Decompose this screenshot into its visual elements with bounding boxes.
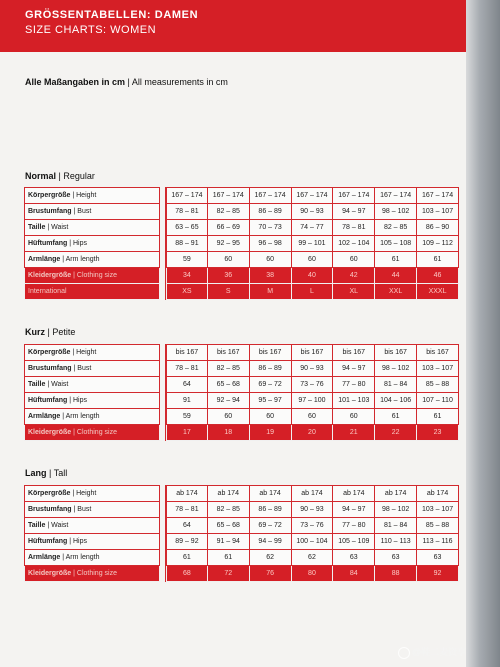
table-row — [24, 409, 459, 425]
table-cell: bis 167 — [375, 344, 417, 361]
table-cell: 61 — [375, 252, 417, 268]
table-cell: 21 — [333, 425, 375, 441]
table-cell: 72 — [208, 566, 250, 582]
table-row — [24, 284, 459, 300]
table-row — [24, 485, 459, 502]
row-label — [24, 284, 160, 300]
table-cell: 61 — [208, 550, 250, 566]
table-cell: XXXL — [417, 284, 459, 300]
row-label-en: | Waist — [47, 381, 69, 388]
table-cell: 44 — [375, 268, 417, 284]
table-cell: 92 — [417, 566, 459, 582]
watermark-text: @鞋二麦资享 — [412, 647, 467, 657]
table-cell: ab 174 — [166, 485, 208, 502]
row-label-en: | Height — [72, 192, 97, 199]
table-cell: 86 – 89 — [250, 204, 292, 220]
table-cell: 98 – 102 — [375, 361, 417, 377]
row-label — [24, 425, 160, 441]
table-cell: 86 – 89 — [250, 361, 292, 377]
table-cell: 88 – 91 — [166, 236, 208, 252]
table-cell: 59 — [166, 409, 208, 425]
table-cell: ab 174 — [292, 485, 334, 502]
table-cell: 17 — [166, 425, 208, 441]
table-cell: ab 174 — [208, 485, 250, 502]
table-cell: 167 – 174 — [292, 187, 334, 204]
table-row — [24, 344, 459, 361]
table-cell: 167 – 174 — [417, 187, 459, 204]
row-label — [24, 409, 160, 425]
table-cell: bis 167 — [250, 344, 292, 361]
table-row — [24, 566, 459, 582]
background-wall — [466, 0, 500, 667]
table-cell: 167 – 174 — [166, 187, 208, 204]
row-label-de: Taille — [28, 381, 46, 388]
row-label-en: | Clothing size — [73, 570, 117, 577]
table-cell: S — [208, 284, 250, 300]
table-cell: 167 – 174 — [208, 187, 250, 204]
table-row — [24, 236, 459, 252]
row-label-en: | Hips — [69, 397, 88, 404]
table-cell: 105 – 108 — [375, 236, 417, 252]
table-cell: 60 — [292, 409, 334, 425]
section-title-tall — [25, 468, 67, 478]
table-row — [24, 393, 459, 409]
table-cell: 62 — [250, 550, 292, 566]
table-cell: 98 – 102 — [375, 204, 417, 220]
table-cell: 61 — [417, 409, 459, 425]
table-cell: 60 — [250, 252, 292, 268]
row-label-en: | Clothing size — [73, 429, 117, 436]
size-table-petite — [24, 344, 459, 441]
table-cell: 65 – 68 — [208, 518, 250, 534]
table-cell: 70 – 73 — [250, 220, 292, 236]
table-row — [24, 361, 459, 377]
table-cell: 94 – 99 — [250, 534, 292, 550]
table-cell: 73 – 76 — [292, 518, 334, 534]
row-label — [24, 485, 160, 502]
section-title-petite — [25, 327, 75, 337]
table-cell: 60 — [208, 409, 250, 425]
row-label-en: | Arm length — [62, 554, 100, 561]
table-cell: 86 – 90 — [417, 220, 459, 236]
row-label-en: | Height — [72, 490, 97, 497]
table-cell: bis 167 — [333, 344, 375, 361]
table-cell: 94 – 97 — [333, 361, 375, 377]
table-cell: 77 – 80 — [333, 518, 375, 534]
table-cell: 78 – 81 — [333, 220, 375, 236]
table-cell: 63 — [375, 550, 417, 566]
table-cell: ab 174 — [250, 485, 292, 502]
table-cell: 110 – 113 — [375, 534, 417, 550]
table-cell: 97 – 100 — [292, 393, 334, 409]
row-label-en: | Waist — [47, 224, 69, 231]
watermark-logo-icon — [398, 647, 410, 659]
table-cell: 38 — [250, 268, 292, 284]
row-label-de: Körpergröße — [28, 490, 71, 497]
table-row — [24, 220, 459, 236]
table-cell: 59 — [166, 252, 208, 268]
table-cell: 34 — [166, 268, 208, 284]
row-label-en: | Hips — [69, 240, 88, 247]
table-cell: ab 174 — [417, 485, 459, 502]
table-cell: 96 – 98 — [250, 236, 292, 252]
row-label — [24, 204, 160, 220]
table-cell: 113 – 116 — [417, 534, 459, 550]
table-cell: 63 — [333, 550, 375, 566]
table-cell: 85 – 88 — [417, 518, 459, 534]
table-cell: 91 — [166, 393, 208, 409]
table-cell: 82 – 85 — [208, 502, 250, 518]
table-cell: XS — [166, 284, 208, 300]
row-label — [24, 393, 160, 409]
table-row — [24, 550, 459, 566]
table-cell: 73 – 76 — [292, 377, 334, 393]
table-cell: 82 – 85 — [375, 220, 417, 236]
table-cell: 81 – 84 — [375, 377, 417, 393]
table-cell: 82 – 85 — [208, 361, 250, 377]
section-title-regular — [25, 171, 95, 181]
row-label-de: Hüftumfang — [28, 538, 68, 545]
table-row — [24, 268, 459, 284]
row-label — [24, 187, 160, 204]
table-cell: 98 – 102 — [375, 502, 417, 518]
table-cell: 69 – 72 — [250, 518, 292, 534]
section-title-de: Kurz — [25, 327, 45, 337]
table-cell: ab 174 — [375, 485, 417, 502]
table-cell: 40 — [292, 268, 334, 284]
row-label-de: Hüftumfang — [28, 397, 68, 404]
table-cell: 22 — [375, 425, 417, 441]
table-cell: 60 — [333, 252, 375, 268]
row-label-de: Körpergröße — [28, 349, 71, 356]
table-cell: L — [292, 284, 334, 300]
table-cell: M — [250, 284, 292, 300]
row-label-en: | Arm length — [62, 413, 100, 420]
row-label-en: | Bust — [73, 365, 92, 372]
table-cell: 105 – 109 — [333, 534, 375, 550]
table-cell: 60 — [250, 409, 292, 425]
row-label-en: | Clothing size — [73, 272, 117, 279]
row-label — [24, 566, 160, 582]
row-label-en: | Height — [72, 349, 97, 356]
size-table-regular — [24, 187, 459, 300]
table-cell: 65 – 68 — [208, 377, 250, 393]
table-cell: 94 – 97 — [333, 204, 375, 220]
row-label-de: Brustumfang — [28, 365, 72, 372]
page-title: GRÖSSENTABELLEN: DAMEN — [25, 9, 199, 21]
table-cell: 109 – 112 — [417, 236, 459, 252]
table-cell: 92 – 95 — [208, 236, 250, 252]
watermark — [398, 645, 466, 659]
row-label-de: Kleidergröße — [28, 429, 72, 436]
table-cell: 167 – 174 — [375, 187, 417, 204]
table-row — [24, 187, 459, 204]
table-cell: 103 – 107 — [417, 361, 459, 377]
table-cell: 46 — [417, 268, 459, 284]
row-label-de: Brustumfang — [28, 208, 72, 215]
size-table-tall — [24, 485, 459, 582]
row-label — [24, 377, 160, 393]
table-cell: 167 – 174 — [333, 187, 375, 204]
table-cell: 63 — [417, 550, 459, 566]
row-label-en: | Bust — [73, 506, 92, 513]
table-cell: ab 174 — [333, 485, 375, 502]
measurement-note — [25, 77, 228, 87]
table-cell: bis 167 — [208, 344, 250, 361]
table-cell: 64 — [166, 518, 208, 534]
row-label-en: | Waist — [47, 522, 69, 529]
row-label-de: Kleidergröße — [28, 272, 72, 279]
section-title-de: Lang — [25, 468, 47, 478]
row-label — [24, 236, 160, 252]
table-cell: 94 – 97 — [333, 502, 375, 518]
row-label-de: Taille — [28, 224, 46, 231]
table-cell: 74 – 77 — [292, 220, 334, 236]
section-title-de: Normal — [25, 171, 57, 181]
row-label-en: | Bust — [73, 208, 92, 215]
table-cell: 91 – 94 — [208, 534, 250, 550]
table-row — [24, 518, 459, 534]
table-cell: 60 — [208, 252, 250, 268]
table-cell: 90 – 93 — [292, 502, 334, 518]
row-label-de: Armlänge — [28, 256, 61, 263]
table-cell: 42 — [333, 268, 375, 284]
row-label — [24, 220, 160, 236]
section-title-en: | Tall — [49, 468, 68, 478]
table-cell: 103 – 107 — [417, 204, 459, 220]
table-cell: 101 – 103 — [333, 393, 375, 409]
measurement-note-de: Alle Maßangaben in cm — [25, 77, 126, 87]
table-cell: 19 — [250, 425, 292, 441]
table-cell: bis 167 — [292, 344, 334, 361]
table-cell: 86 – 89 — [250, 502, 292, 518]
table-cell: 61 — [166, 550, 208, 566]
table-cell: 61 — [417, 252, 459, 268]
section-title-en: | Petite — [47, 327, 76, 337]
row-label-de: Taille — [28, 522, 46, 529]
table-cell: bis 167 — [417, 344, 459, 361]
row-label — [24, 534, 160, 550]
header-banner — [0, 0, 466, 52]
table-cell: 36 — [208, 268, 250, 284]
table-cell: 69 – 72 — [250, 377, 292, 393]
table-cell: 85 – 88 — [417, 377, 459, 393]
table-cell: 84 — [333, 566, 375, 582]
table-cell: 80 — [292, 566, 334, 582]
table-cell: 20 — [292, 425, 334, 441]
row-label-en: International — [28, 288, 67, 295]
table-cell: 90 – 93 — [292, 361, 334, 377]
table-cell: 60 — [292, 252, 334, 268]
table-cell: bis 167 — [166, 344, 208, 361]
table-cell: 23 — [417, 425, 459, 441]
row-label-de: Armlänge — [28, 413, 61, 420]
row-label-de: Hüftumfang — [28, 240, 68, 247]
table-row — [24, 204, 459, 220]
row-label — [24, 268, 160, 284]
measurement-note-en: | All measurements in cm — [127, 77, 228, 87]
row-label-de: Brustumfang — [28, 506, 72, 513]
table-cell: 78 – 81 — [166, 204, 208, 220]
table-cell: 62 — [292, 550, 334, 566]
row-label — [24, 518, 160, 534]
table-cell: 103 – 107 — [417, 502, 459, 518]
row-label — [24, 502, 160, 518]
row-label — [24, 252, 160, 268]
table-cell: 107 – 110 — [417, 393, 459, 409]
table-cell: 78 – 81 — [166, 502, 208, 518]
table-cell: 66 – 69 — [208, 220, 250, 236]
table-row — [24, 252, 459, 268]
row-label-en: | Hips — [69, 538, 88, 545]
table-cell: XXL — [375, 284, 417, 300]
table-row — [24, 502, 459, 518]
table-row — [24, 377, 459, 393]
row-label — [24, 361, 160, 377]
table-cell: 68 — [166, 566, 208, 582]
table-cell: 61 — [375, 409, 417, 425]
table-cell: 76 — [250, 566, 292, 582]
table-cell: 78 – 81 — [166, 361, 208, 377]
table-row — [24, 425, 459, 441]
row-label-de: Körpergröße — [28, 192, 71, 199]
table-cell: XL — [333, 284, 375, 300]
row-label — [24, 344, 160, 361]
table-cell: 104 – 106 — [375, 393, 417, 409]
section-title-en: | Regular — [58, 171, 95, 181]
table-cell: 100 – 104 — [292, 534, 334, 550]
row-label-de: Kleidergröße — [28, 570, 72, 577]
table-cell: 82 – 85 — [208, 204, 250, 220]
table-cell: 18 — [208, 425, 250, 441]
row-label — [24, 550, 160, 566]
table-cell: 64 — [166, 377, 208, 393]
table-cell: 95 – 97 — [250, 393, 292, 409]
table-cell: 63 – 65 — [166, 220, 208, 236]
table-cell: 60 — [333, 409, 375, 425]
table-cell: 92 – 94 — [208, 393, 250, 409]
table-cell: 99 – 101 — [292, 236, 334, 252]
table-cell: 77 – 80 — [333, 377, 375, 393]
row-label-de: Armlänge — [28, 554, 61, 561]
row-label-en: | Arm length — [62, 256, 100, 263]
table-cell: 81 – 84 — [375, 518, 417, 534]
table-cell: 88 — [375, 566, 417, 582]
table-row — [24, 534, 459, 550]
table-cell: 167 – 174 — [250, 187, 292, 204]
table-cell: 90 – 93 — [292, 204, 334, 220]
table-cell: 102 – 104 — [333, 236, 375, 252]
page-subtitle: SIZE CHARTS: WOMEN — [25, 24, 157, 36]
table-cell: 89 – 92 — [166, 534, 208, 550]
